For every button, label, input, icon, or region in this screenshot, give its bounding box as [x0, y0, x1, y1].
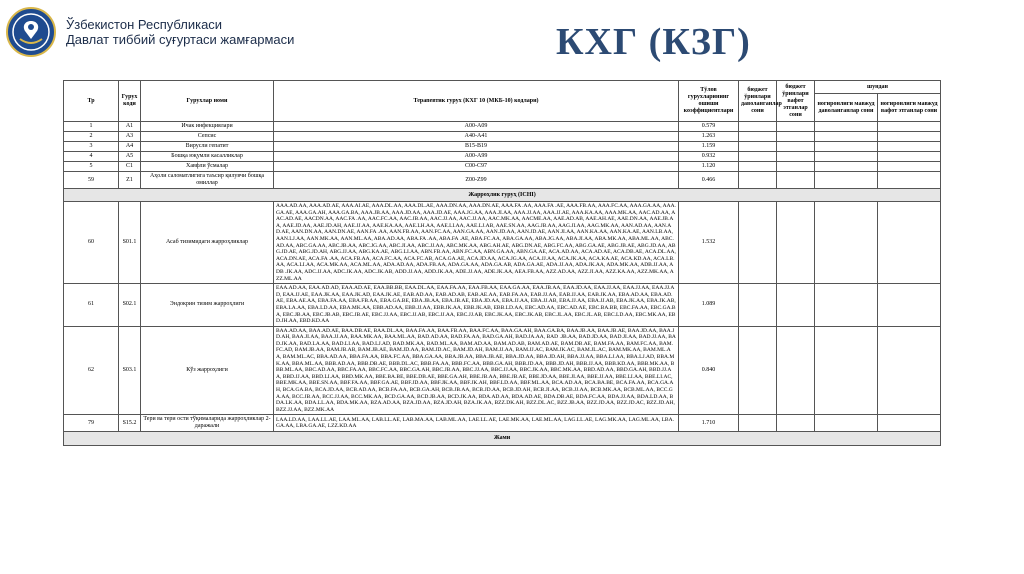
- row-procedure-codes: EAA.AD.AA, EAA.AD.AD, EAA.AD.AE, EAA.BB.BB, EAA.DL.AA, EAA.FA.AA, EAA.FB.AA, EAA.GA.AA, EAA.JB.AA, EAA.JD.AA, EAA.JJ.AA, EAA.JJ.AA, EAA.JJ.AD, EAA.JJ.AE, EAA.JK.AA, EAA.JK.AD, EAA.JK.AE, EAB.AD.AA, EAB.AD.AB, EAB.AE.AA, EAB.FA.AA, EAB.JJ.AA, EAB.JJ.AA, EAB.JK.AA, EBA.AD.AA, EBA.AD.AE, EBA.AE.AA, EBA.FA.AA, EBA.FB.AA, EBA.GA.BE, EBA.JB.AA, EBA.JB.AE, EBA.JD.AA, EBA.JJ.AA, EBA.JJ.AB, EBA.JJ.AA, EBA.JJ.AB, EBA.JK.AA, EBA.JK.AB, EBA.LA.AA, EBA.LD.AA, EBA.MK.AA, EBB.AD.AA, EBB.JJ.AA, EBB.JK.AA, EBB.JK.AB, EBB.LD.AA, EBC.AD.AA, EBC.AD.AE, EBC.BA.BB, EBC.FA.AA, EBC.GA.BA, EBC.JB.AA, EBC.JB.AB, EBC.JB.AE, EBC.JJ.AA, EBC.JJ.AB, EBC.JJ.AA, EBC.JJ.AB, EBC.JK.AA, EBC.JK.AB, EBC.JL.AA, EBC.JL.AB, EBC.LD.AA, EBC.MK.AA, EBD.JH.AA, EBD.KD.AA: [274, 284, 679, 327]
- row-num: 3: [64, 142, 119, 152]
- row-coef: 1.263: [679, 132, 739, 142]
- row-diag: B15-B19: [274, 142, 679, 152]
- empty-cell: [739, 415, 777, 432]
- organization-name: [66, 17, 294, 47]
- section-row: [64, 189, 941, 202]
- row-name: Асаб тизимидаги жарроҳликлар: [141, 202, 274, 284]
- row-coef: 1.532: [679, 202, 739, 284]
- empty-cell: [815, 142, 878, 152]
- drg-table: [63, 80, 941, 446]
- empty-cell: [878, 284, 941, 327]
- col-name: Гурухлар номи: [141, 81, 274, 122]
- row-num: 1: [64, 122, 119, 132]
- row-diag: C00-C97: [274, 162, 679, 172]
- empty-cell: [777, 202, 815, 284]
- table-row: [64, 172, 941, 189]
- row-num: 59: [64, 172, 119, 189]
- section-title: Жарроҳлик гуруҳ (ICHI): [64, 189, 941, 202]
- empty-cell: [815, 152, 878, 162]
- row-code: Z1: [119, 172, 141, 189]
- fund-logo: [6, 7, 56, 57]
- empty-cell: [777, 326, 815, 415]
- table-header-row: [64, 81, 941, 94]
- table-row: [64, 152, 941, 162]
- org-line-2: Давлат тиббий суғуртаси жамғармаси: [66, 32, 295, 47]
- row-name: Кўз жарроҳлиги: [141, 326, 274, 415]
- col-sub2: ногиронлиги мавжуд вафот этганлар сони: [878, 94, 941, 122]
- org-line-1: Ўзбекистон Республикаси: [66, 17, 223, 32]
- table-row: [64, 142, 941, 152]
- row-num: 60: [64, 202, 119, 284]
- empty-cell: [878, 122, 941, 132]
- row-diag: A00-A99: [274, 152, 679, 162]
- row-coef: 1.089: [679, 284, 739, 327]
- row-coef: 0.466: [679, 172, 739, 189]
- empty-cell: [878, 202, 941, 284]
- empty-cell: [739, 202, 777, 284]
- col-group: шундан: [815, 81, 941, 94]
- row-code: A5: [119, 152, 141, 162]
- row-name: Сепсис: [141, 132, 274, 142]
- row-num: 62: [64, 326, 119, 415]
- empty-cell: [878, 132, 941, 142]
- row-code: S15.2: [119, 415, 141, 432]
- row-code: S03.1: [119, 326, 141, 415]
- empty-cell: [777, 132, 815, 142]
- row-diag: A00-A09: [274, 122, 679, 132]
- row-name: Аҳоли саломатлигига таъсир қилувчи бошқа омиллар: [141, 172, 274, 189]
- empty-cell: [777, 172, 815, 189]
- empty-cell: [815, 162, 878, 172]
- empty-cell: [739, 152, 777, 162]
- col-budget-count: бюджет ўринлари даволанганлар сони: [739, 81, 777, 122]
- row-coef: 0.579: [679, 122, 739, 132]
- row-name: Бошқа юқумли касалликлар: [141, 152, 274, 162]
- row-coef: 1.710: [679, 415, 739, 432]
- row-name: Эндокрин тизим жарроҳлиги: [141, 284, 274, 327]
- empty-cell: [777, 415, 815, 432]
- table-row: [64, 326, 941, 415]
- table-row: [64, 202, 941, 284]
- table-row: [64, 162, 941, 172]
- row-diag: A40-A41: [274, 132, 679, 142]
- empty-cell: [739, 172, 777, 189]
- empty-cell: [777, 142, 815, 152]
- empty-cell: [739, 284, 777, 327]
- empty-cell: [878, 162, 941, 172]
- empty-cell: [777, 152, 815, 162]
- empty-cell: [815, 132, 878, 142]
- empty-cell: [739, 142, 777, 152]
- row-num: 5: [64, 162, 119, 172]
- slide-header: [0, 0, 1024, 72]
- row-procedure-codes: BAA.AD.AA, BAA.AD.AE, BAA.DB.AE, BAA.DL.AA, BAA.FA.AA, BAA.FB.AA, BAA.FC.AA, BAA.GA.AH, BAA.GA.BA, BAA.JB.AA, BAA.JB.AE, BAA.JD.AA, BAA.JD.AH, BAA.JI.AA, BAA.JJ.AA, BAA.MK.AA, BAA.ML.AA, BAD.AD.AA, BAD.FA.AA, BAD.GA.AH, BAD.JA.AA, BAD .JB.AA, BAD.JD.AA, BAD.JI.AA, BAD.JJ.AA, BAD.JK.AA, BAD.LA.AA, BAD.LI.AA, BAD.LJ.AD, BAD.MK.AA, BAD.ML.AA, BAM.AD.AA, BAM.AD.AB, BAM.AD.AE, BAM.DB.AE, BAM.FA.AA, BAM.FC.AA, BAM.FC.AD, BAM.JB.AA, BAM.JB.AB, BAM.JB.AE, BAM.JD.AA, BAM.JD.AC, BAM.JD.AH, BAM.JJ.AA, BAM.JJ.AC, BAM.JK.AC, BAM.JL.AC, BAM.MK.AA, BAM.ML.AA, BAM.ML.AC, BBA.AD.AA, BBA.FA.AA, BBA.FC.AA, BBA.GA.AA, BBA.JB.AA, BBA.JB.AE, BBA.JD.AA, BBA.JD.AH, BBA.JJ.AA, BBA.LJ.AA, BBA.LJ.AD, BBA.MK.AA, BBA.ML.AA, BBB.AD.AA, BBB.DB.AE, BBB.DL.AC, BBB.FA.AA, BBB.FC.AA, BBB.GA.AH, BBB.JD.AA, BBB.JD.AH, BBB.JJ.AA, BBB.KD.AA, BBB.MK.AA, BBB.ML.AA, BBC.AD.AA, BBC.FA.AA, BBC.FC.AA, BBC.GA.AH, BBC.JB.AA, BBC.JJ.AA, BBC.JJ.AA, BBC.JK.AA, BBC.MK.AA, BBD.AD.AA, BBD.GA.AH, BBD.JJ.AA, BBD.JJ.AA, BBD.LI.AA, BBD.MK.AA, BBE.BA.BE, BBE.DB.AE, BBE.GA.AH, BBE.JB.AA, BBE.JB.AE, BBE.JD.AA, BBE.JI.AA, BBE.JJ.AA, BBE.LI.AA, BBE.LI.AC, BBE.MK.AA, BBE.SN.AA, BBF.FA.AA, BBF.GA.AE, BBF.JD.AA, BBF.JK.AA, BBF.JK.AH, BBF.LD.AA, BBF.ML.AA, BCA.AD.AA, BCA.BA.BE, BCA.FA.AA, BCA.GA.AH, BCA.GA.BA, BCA.JD.AA, BCB.AD.AA, BCB.FA.AA, BCB.GA.AH, BCB.JB.AA, BCB.JD.AA, BCB.JD.AH, BCB.JI.AA, BCB.JJ.AA, BCB.MK.AA, BCB.ML.AA, BCC.GA.AA, BCC.JB.AA, BCC.JJ.AA, BCC.MK.AA, BCD.GA.AA, BCD.JB.AA, BCD.JK.AA, BDA.AD.AA, BDA.AD.AE, BDA.DB.AE, BDA.FC.AA, BDA.JJ.AA, BDA.LD.AA, BDA.LK.AA, BDA.LL.AA, BDA.MK.AA, BZA.AD.AA, BZA.JD.AA, BZA.JD.AH, BZA.JK.AA, BZZ.DK.AH, BZZ.DL.AC, BZZ.JB.AA, BZZ.JD.AA, BZZ.JD.AC, BZZ.JD.AH, BZZ.JJ.AA, BZZ.MK.AA: [274, 326, 679, 415]
- row-code: S01.1: [119, 202, 141, 284]
- empty-cell: [739, 122, 777, 132]
- row-procedure-codes: LAA.LD.AA, LAA.LL.AE, LAA.ML.AA, LAB.LL.AE, LAB.MA.AA, LAB.ML.AA, LAE.LL.AE, LAE.MK.AA, LAE.ML.AA, LAG.LL.AE, LAG.MK.AA, LAG.ML.AA, LBA.GA.AA, LBA.GA.AE, LZZ.KD.AA: [274, 415, 679, 432]
- row-code: A1: [119, 122, 141, 132]
- empty-cell: [739, 326, 777, 415]
- total-row: [64, 432, 941, 446]
- empty-cell: [777, 162, 815, 172]
- table-row: [64, 284, 941, 327]
- empty-cell: [815, 284, 878, 327]
- col-coef: Тўлов гурухларининг ошиши коэффициентлари: [679, 81, 739, 122]
- row-code: S02.1: [119, 284, 141, 327]
- col-budget-dead: бюджет ўринлари вафот этганлар сони: [777, 81, 815, 122]
- row-coef: 1.159: [679, 142, 739, 152]
- col-code: Гурух коди: [119, 81, 141, 122]
- empty-cell: [815, 172, 878, 189]
- empty-cell: [815, 326, 878, 415]
- table-row: [64, 122, 941, 132]
- empty-cell: [878, 152, 941, 162]
- empty-cell: [815, 202, 878, 284]
- row-code: C1: [119, 162, 141, 172]
- table-row: [64, 132, 941, 142]
- row-num: 79: [64, 415, 119, 432]
- row-num: 61: [64, 284, 119, 327]
- empty-cell: [878, 415, 941, 432]
- empty-cell: [739, 162, 777, 172]
- table-row: [64, 415, 941, 432]
- row-name: Хавфли ўсмалар: [141, 162, 274, 172]
- col-num: Тр: [64, 81, 119, 122]
- empty-cell: [739, 132, 777, 142]
- col-sub1: ногиронлиги мавжуд даволанганлар сони: [815, 94, 878, 122]
- empty-cell: [878, 326, 941, 415]
- empty-cell: [878, 172, 941, 189]
- empty-cell: [815, 122, 878, 132]
- empty-cell: [777, 122, 815, 132]
- row-diag: Z00-Z99: [274, 172, 679, 189]
- row-coef: 0.840: [679, 326, 739, 415]
- row-coef: 1.120: [679, 162, 739, 172]
- slide-title: КХГ (КЗГ): [556, 21, 751, 63]
- row-num: 2: [64, 132, 119, 142]
- row-code: A3: [119, 132, 141, 142]
- row-num: 4: [64, 152, 119, 162]
- row-code: A4: [119, 142, 141, 152]
- row-name: Ичак инфекциялари: [141, 122, 274, 132]
- col-diag: Терапевтик гурух (КХГ 10 (МКБ-10) кодлари): [274, 81, 679, 122]
- row-procedure-codes: AAA.AD.AA, AAA.AD.AE, AAA.AI.AE, AAA.DL.AA, AAA.DL.AE, AAA.DN.AA, AAA.DN.AE, AAA.FA .AA, AAA.FA .AE, AAA.FB.AA, AAA.FC.AA, AAA.GA.AA, AAA.GA.AE, AAA.GA.AH, AAA.GA.BA, AAA.JB.AA, AAA.JD.AA, AAA.JD.AE, AAA.JG.AA, AAA.JI.AA, AAA.JJ.AA, AAA.JJ.AE, AAA.KA.AA, AAA.MK.AA, AAC.AD.AA, AAC.AD.AE, AACDN.AA, AAC.FA .AA, AAC.FC.AA, AAC.JB.AA, AAC.JJ.AA, AAC.JJ.AA, AAC.MK.AA, AACME.AA, AAE.AD.AB, AAE.AH.AE, AAE.DN.AA, AAE.JB.AA, AAE.JD.AA, AAE.JD.AH, AAE.JJ.AA, AAE.KA.AA, AAE.LH.AA, AAE.LI.AA, AAE.LJ.AB, AAE.SN.AA, AAG.JB.AA, AAG.JI.AA, AAG.MK.AA, AAN.AD.AA, AAN.AD.AE, AAN.DN.AA, AAN.DN.AE, AAN.FA .AA, AAN.FB.AA, AAN.FC.AA, AAN.GA.AA, AAN.JD.AA, AAN.JD.AE, AAN.JI.AA, AAN.KA.AA, AAN.KA.AE, AAN.LB.AA, AAN.LJ.AA, AAN.MK.AA, AAN.ML.AA, ABA.AD.AA, ABA.FA .AA, ABA.FA .AE, ABA.FC.AA, ABA.GA.AA, ABA.JG.AA, ABA.JI.AA, ABA.MK.AA, ABA.ML.AA, ABC.AD.AA, ABC.GA.AA, ABC.JB.AA, ABC.JG.AA, ABC.JI.AA, ABC.JJ.AA, ABC.MK.AA, ABG.AH.AE, ABG.DN.AE, ABG.FC.AA, ABG.GA.AE, ABG.JB.AE, ABG.JD.AA, ABG.JD.AE, ABG.JD.AH, ABG.JJ.AA, ABG.KA.AE, ABG.LI.AA, ABN.FB.AA, ABN.FC.AA, ABN.GA.AA, ABN.GA.AE, ACA.AD.AA, ACA.AD.AE, ACA.DB.AE, ACA.DL.AA, ACA.DN.AE, ACA.FA .AA, ACA.FB.AA, ACA.FC.AA, ACA.FC.AB, ACA.GA.AE, ACA.JD.AA, ACA.JG.AA, ACA.JJ.AA, ACA.JK.AA, ACA.KA.AE, ACA.KD.AA, ACA.LB.AA, ACA.LI.AA, ACA.MK.AA, ACA.ML.AA, ADA.AD.AA, ADA.FB.AA, ADA.GA.AA, ADA.GA.AB, ADA.GA.AE, ADA.JJ.AA, ADA.JK.AA, ADA.MK.AA, ADB.JJ.AA, ADB .JK.AA, ADC.JJ.AA, ADC.JK.AA, ADC.JK.AB, ADD.JJ.AA, ADD.JK.AA, ADE.JJ.AA, ADE.JK.AA, AEA.FB.AA, AZZ.AD.AA, AZZ.JI.AA, AZZ.KA.AA, AZZ.MK.AA, AZZ.ML.AA: [274, 202, 679, 284]
- total-label: Жами: [64, 432, 941, 446]
- row-name: Вирусли гепатит: [141, 142, 274, 152]
- empty-cell: [777, 284, 815, 327]
- row-coef: 0.932: [679, 152, 739, 162]
- empty-cell: [815, 415, 878, 432]
- empty-cell: [878, 142, 941, 152]
- row-name: Тери ва тери ости тўқималарида жарроҳликлар 2-даражали: [141, 415, 274, 432]
